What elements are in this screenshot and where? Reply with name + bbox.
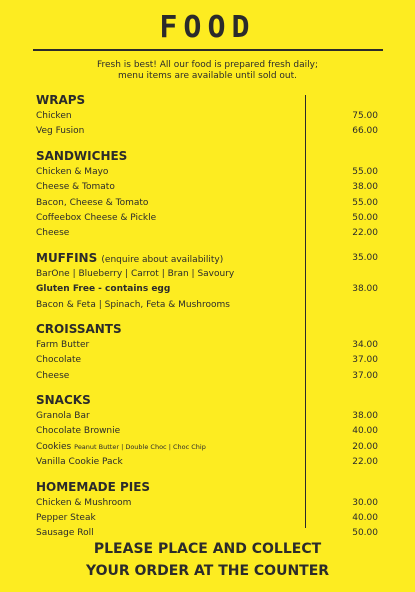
section-note: (enquire about availability)	[101, 254, 224, 265]
order-instructions	[0, 538, 415, 582]
item-name: Granola Bar	[36, 411, 90, 422]
item-price: 38.00	[352, 284, 378, 295]
footer-line-2: YOUR ORDER AT THE COUNTER	[85, 563, 330, 579]
item-name: Bacon & Feta | Spinach, Feta & Mushrooms	[36, 299, 230, 310]
section-wraps	[36, 92, 382, 140]
item-name: Sausage Roll	[36, 528, 94, 539]
item-price: 38.00	[352, 182, 378, 193]
menu-item	[36, 496, 382, 511]
item-price: 22.00	[352, 228, 378, 239]
menu-item	[36, 196, 382, 211]
menu-item	[36, 511, 382, 526]
section-heading	[36, 250, 382, 267]
item-price: 55.00	[352, 197, 378, 208]
section-heading	[36, 392, 382, 409]
item-name: Chocolate Brownie	[36, 426, 121, 437]
intro-line-2: menu items are available until sold out.	[117, 71, 298, 81]
section-homemade-pies	[36, 479, 382, 542]
item-name: Veg Fusion	[36, 126, 85, 137]
menu-item	[36, 211, 382, 226]
item-name: Cheese	[36, 370, 70, 381]
item-price: 38.00	[352, 411, 378, 422]
section-muffins	[36, 250, 382, 313]
menu-title: FOOD	[159, 10, 256, 45]
item-price: 50.00	[352, 212, 378, 223]
section-heading	[36, 92, 382, 109]
menu-item	[36, 226, 382, 241]
item-name: Gluten Free - contains egg	[36, 284, 171, 295]
section-croissants	[36, 321, 382, 384]
item-price: 37.00	[352, 355, 378, 366]
section-heading	[36, 479, 382, 496]
item-price: 40.00	[352, 426, 378, 437]
item-price: 30.00	[352, 497, 378, 508]
item-price: 55.00	[352, 166, 378, 177]
item-name: Coffeebox Cheese & Pickle	[36, 212, 157, 223]
section-sandwiches	[36, 148, 382, 242]
menu-item	[36, 424, 382, 439]
menu-item	[36, 409, 382, 424]
section-heading	[36, 148, 382, 165]
item-name: Chicken	[36, 111, 72, 121]
section-title: MUFFINS	[36, 250, 98, 265]
menu-item	[36, 165, 382, 180]
section-title: CROISSANTS	[36, 321, 122, 336]
menu-item	[36, 267, 382, 282]
item-price: 75.00	[352, 111, 378, 121]
menu-item	[36, 455, 382, 470]
item-note: Peanut Butter | Double Choc | Choc Chip	[74, 442, 206, 451]
item-name: Pepper Steak	[36, 513, 96, 524]
menu-item	[36, 440, 382, 455]
title-divider	[33, 49, 383, 51]
section-title: SANDWICHES	[36, 148, 128, 163]
item-name: Cookies	[36, 441, 72, 452]
item-price: 37.00	[352, 370, 378, 381]
item-name: Cheese	[36, 228, 70, 239]
section-title: SNACKS	[36, 393, 91, 408]
section-title: HOMEMADE PIES	[36, 479, 151, 494]
item-name: BarOne | Blueberry | Carrot | Bran | Savoury	[36, 268, 235, 279]
item-price: 34.00	[352, 339, 378, 350]
menu-item	[36, 282, 382, 297]
menu-item	[36, 109, 382, 124]
menu-list	[36, 92, 382, 550]
item-price: 66.00	[352, 126, 378, 137]
intro-text	[0, 60, 415, 82]
menu-item	[36, 298, 382, 313]
section-snacks	[36, 392, 382, 471]
item-name: Chicken & Mayo	[36, 166, 109, 177]
item-name: Chocolate	[36, 355, 82, 366]
item-price: 40.00	[352, 513, 378, 524]
menu-item	[36, 338, 382, 353]
intro-line-1: Fresh is best! All our food is prepared fresh daily;	[96, 60, 319, 70]
item-name: Bacon, Cheese & Tomato	[36, 197, 149, 208]
item-name: Vanilla Cookie Pack	[36, 457, 123, 468]
footer-line-1: PLEASE PLACE AND COLLECT	[93, 541, 322, 557]
item-name: Cheese & Tomato	[36, 182, 115, 193]
section-heading	[36, 321, 382, 338]
item-price: 20.00	[352, 441, 378, 452]
section-title: WRAPS	[36, 93, 86, 107]
menu-item	[36, 124, 382, 139]
section-price: 35.00	[352, 252, 378, 263]
item-price: 50.00	[352, 528, 378, 539]
item-name: Chicken & Mushroom	[36, 497, 132, 508]
item-price: 22.00	[352, 457, 378, 468]
menu-item	[36, 180, 382, 195]
menu-item	[36, 369, 382, 384]
menu-item	[36, 353, 382, 368]
item-name: Farm Butter	[36, 339, 90, 350]
